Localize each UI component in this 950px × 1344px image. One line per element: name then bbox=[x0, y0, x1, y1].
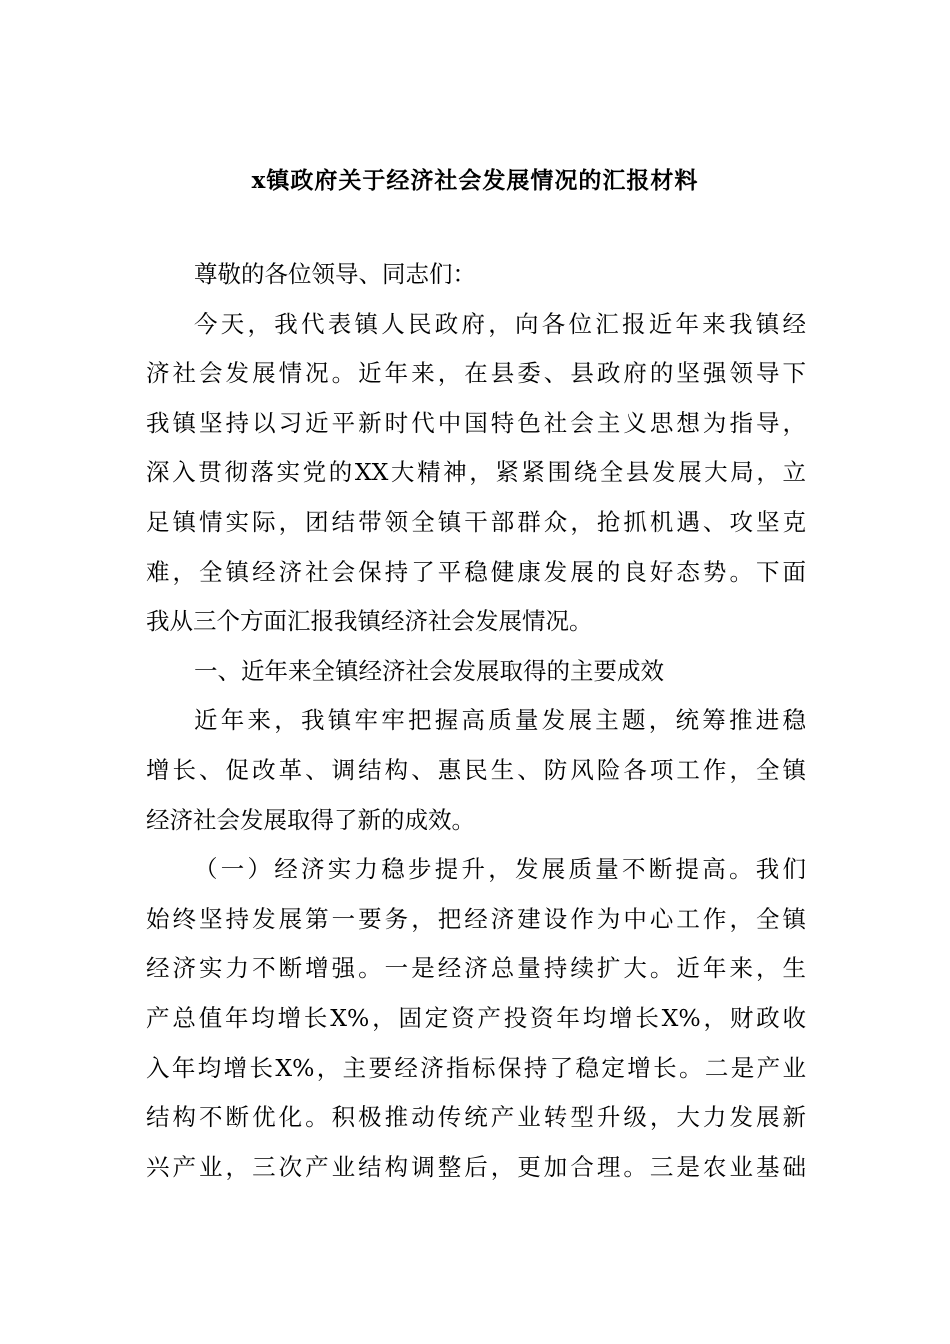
paragraph-line: 我镇坚持以习近平新时代中国特色社会主义思想为指导， bbox=[146, 408, 806, 437]
paragraph-line: 增长、促改革、调结构、惠民生、防风险各项工作，全镇 bbox=[146, 755, 806, 784]
paragraph-line: 难，全镇经济社会保持了平稳健康发展的良好态势。下面 bbox=[146, 557, 806, 586]
paragraph-line: 产总值年均增长X%，固定资产投资年均增长X%，财政收 bbox=[146, 1003, 806, 1032]
paragraph-line: 我从三个方面汇报我镇经济社会发展情况。 bbox=[146, 607, 593, 636]
paragraph-line: 始终坚持发展第一要务，把经济建设作为中心工作，全镇 bbox=[146, 904, 806, 933]
paragraph-line: 济社会发展情况。近年来，在县委、县政府的坚强领导下 bbox=[146, 359, 806, 388]
subsection-line: （一）经济实力稳步提升，发展质量不断提高。我们 bbox=[194, 855, 806, 884]
paragraph-line: 兴产业，三次产业结构调整后，更加合理。三是农业基础 bbox=[146, 1152, 806, 1181]
paragraph-line: 足镇情实际，团结带领全镇干部群众，抢抓机遇、攻坚克 bbox=[146, 507, 806, 536]
section-heading: 一、近年来全镇经济社会发展取得的主要成效 bbox=[194, 656, 664, 685]
document-body bbox=[146, 250, 806, 1192]
paragraph-line: 结构不断优化。积极推动传统产业转型升级，大力发展新 bbox=[146, 1103, 806, 1132]
paragraph-line: 今天，我代表镇人民政府，向各位汇报近年来我镇经 bbox=[194, 309, 806, 338]
document-title: x镇政府关于经济社会发展情况的汇报材料 bbox=[251, 167, 699, 194]
salutation-line: 尊敬的各位领导、同志们： bbox=[194, 260, 476, 288]
paragraph-line: 近年来，我镇牢牢把握高质量发展主题，统筹推进稳 bbox=[194, 706, 806, 735]
paragraph-line: 入年均增长X%，主要经济指标保持了稳定增长。二是产业 bbox=[146, 1053, 806, 1082]
paragraph-line: 经济实力不断增强。一是经济总量持续扩大。近年来，生 bbox=[146, 954, 806, 983]
paragraph-line: 经济社会发展取得了新的成效。 bbox=[146, 805, 475, 834]
paragraph-line: 深入贯彻落实党的XX大精神，紧紧围绕全县发展大局，立 bbox=[146, 458, 806, 487]
